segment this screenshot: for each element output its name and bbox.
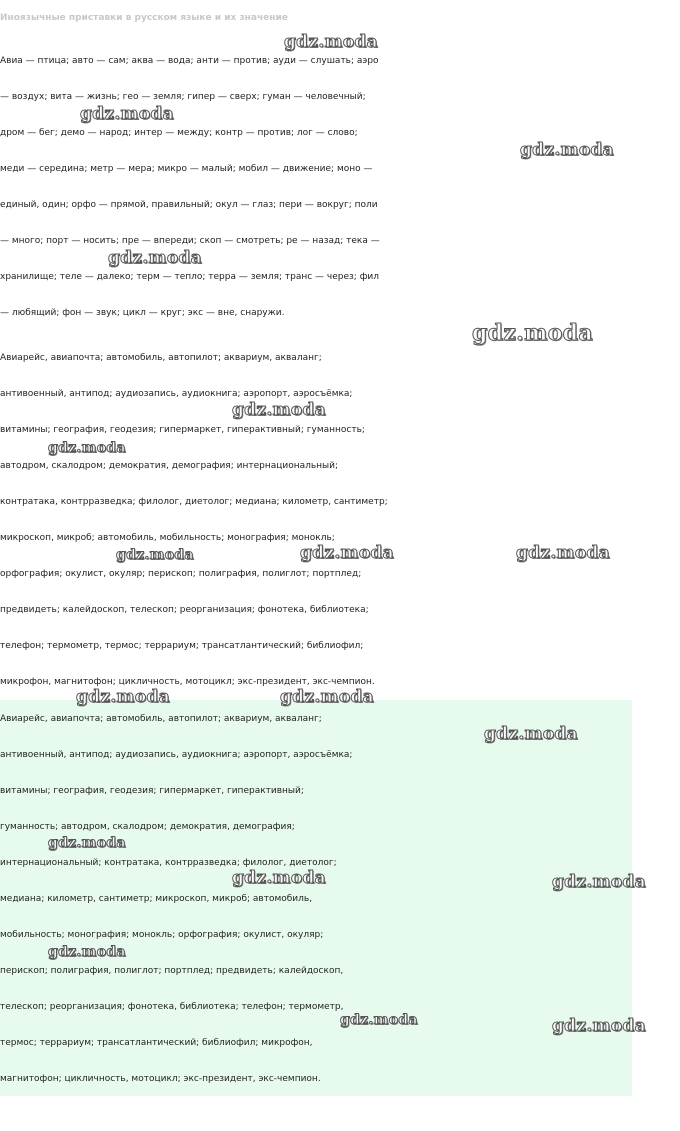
page-title: Иноязычные приставки в русском языке и их значение — [0, 13, 288, 23]
watermark: gdz.moda — [280, 687, 374, 707]
text-line: антивоенный, антипод; аудиозапись, аудиокнига; аэропорт, аэросъёмка; — [0, 750, 353, 760]
watermark: gdz.moda — [552, 872, 646, 892]
text-line: магнитофон; цикличность, мотоцикл; экс-президент, экс-чемпион. — [0, 1074, 321, 1084]
watermark: gdz.moda — [484, 724, 578, 744]
text-line: Авиа — птица; авто — сам; аква — вода; анти — против; ауди — слушать; аэро — [0, 56, 379, 66]
text-line: микроскоп, микроб; автомобиль, мобильность; монография; монокль; — [0, 533, 335, 543]
watermark: gdz.moda — [48, 944, 126, 960]
text-line: хранилище; теле — далеко; терм — тепло; терра — земля; транс — через; фил — [0, 272, 379, 282]
text-line: гуманность; автодром, скалодром; демократия, демография; — [0, 822, 295, 832]
text-line: Авиарейс, авиапочта; автомобиль, автопилот; аквариум, акваланг; — [0, 353, 322, 363]
text-line: микрофон, магнитофон; цикличность, мотоцикл; экс-президент, экс-чемпион. — [0, 677, 375, 687]
text-line: — любящий; фон — звук; цикл — круг; экс — вне, снаружи. — [0, 308, 285, 318]
text-line: витамины; география, геодезия; гипермаркет, гиперактивный; — [0, 786, 304, 796]
text-line: дром — бег; демо — народ; интер — между; контр — против; лог — слово; — [0, 128, 358, 138]
text-line: термос; террариум; трансатлантический; библиофил; микрофон, — [0, 1038, 313, 1048]
text-line: — воздух; вита — жизнь; гео — земля; гипер — сверх; гуман — человечный; — [0, 92, 366, 102]
text-line: предвидеть; калейдоскоп, телескоп; реорганизация; фонотека, библиотека; — [0, 605, 369, 615]
watermark: gdz.moda — [232, 868, 326, 888]
watermark: gdz.moda — [340, 1012, 418, 1028]
text-line: телефон; термометр, термос; террариум; трансатлантический; библиофил; — [0, 641, 364, 651]
watermark: gdz.moda — [520, 140, 614, 160]
text-line: витамины; география, геодезия; гипермаркет, гиперактивный; гуманность; — [0, 425, 365, 435]
watermark: gdz.moda — [108, 248, 202, 268]
watermark: gdz.moda — [552, 1016, 646, 1036]
text-line: интернациональный; контратака, контрразведка; филолог, диетолог; — [0, 858, 337, 868]
text-line: единый, один; орфо — прямой, правильный; окул — глаз; пери — вокруг; поли — [0, 200, 378, 210]
text-line: орфография; окулист, окуляр; перископ; полиграфия, полиглот; портплед; — [0, 569, 362, 579]
watermark: gdz.moda — [300, 543, 394, 563]
text-line: медиана; километр, сантиметр; микроскоп, микроб; автомобиль, — [0, 894, 313, 904]
watermark: gdz.moda — [516, 543, 610, 563]
text-line: мобильность; монография; монокль; орфография; окулист, окуляр; — [0, 930, 324, 940]
watermark: gdz.moda — [48, 440, 126, 456]
watermark: gdz.moda — [116, 547, 194, 563]
text-line: меди — середина; метр — мера; микро — малый; мобил — движение; моно — — [0, 164, 373, 174]
watermark: gdz.moda — [48, 835, 126, 851]
watermark: gdz.moda — [232, 400, 326, 420]
watermark: gdz.moda — [472, 320, 593, 346]
watermark: gdz.moda — [80, 104, 174, 124]
text-line: Авиарейс, авиапочта; автомобиль, автопилот; аквариум, акваланг; — [0, 714, 322, 724]
text-line: автодром, скалодром; демократия, демография; интернациональный; — [0, 461, 339, 471]
text-line: антивоенный, антипод; аудиозапись, аудиокнига; аэропорт, аэросъёмка; — [0, 389, 353, 399]
text-line: телескоп; реорганизация; фонотека, библиотека; телефон; термометр, — [0, 1002, 344, 1012]
watermark: gdz.moda — [284, 32, 378, 52]
text-line: перископ; полиграфия, полиглот; портплед; предвидеть; калейдоскоп, — [0, 966, 344, 976]
text-line: — много; порт — носить; пре — впереди; скоп — смотреть; ре — назад; тека — — [0, 236, 380, 246]
text-line: контратака, контрразведка; филолог, диетолог; медиана; километр, сантиметр; — [0, 497, 388, 507]
watermark: gdz.moda — [76, 687, 170, 707]
